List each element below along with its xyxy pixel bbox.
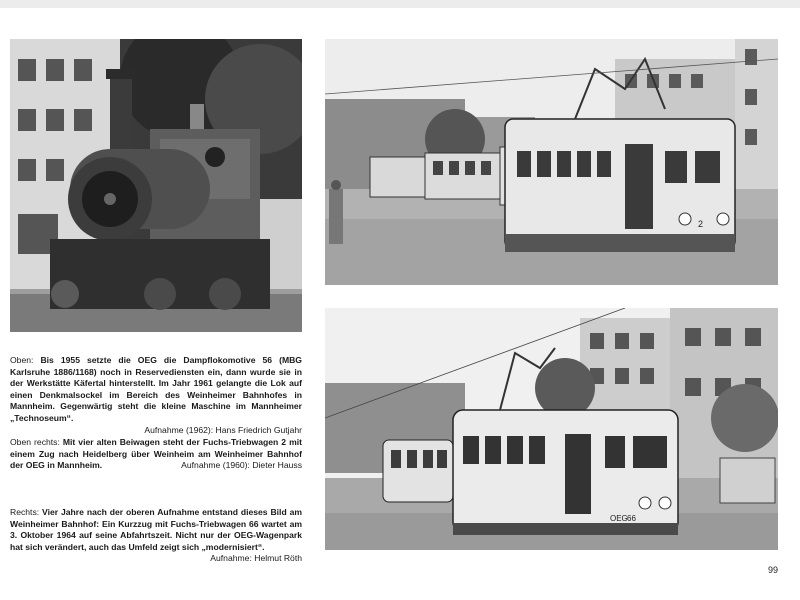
tram-66-illustration — [325, 308, 778, 550]
caption-body: Vier Jahre nach der oberen Aufnahme entstand dieses Bild am Weinheimer Bahnhof: Ein Kurzzug mit Fuchs-Triebwagen 66 wartet am 3. Oktober 1964 auf seine Abfahrtszeit. Nicht nur der OEG-Wagenpark hat sich verändert, auch das Umfeld zeigt sich „modernisiert“. — [10, 507, 302, 552]
photo-credit: Aufnahme (1960): Dieter Hauss — [181, 460, 302, 471]
tram-illustration — [325, 39, 778, 285]
tram-number-label: 2 — [698, 219, 704, 229]
tram-train-photo-1960 — [325, 39, 778, 285]
caption-lead: Rechts: — [10, 507, 40, 517]
caption-steam-locomotive — [10, 355, 302, 436]
caption-right-photo — [10, 507, 302, 565]
page-number: 99 — [767, 565, 778, 575]
caption-lead: Oben rechts: — [10, 437, 60, 447]
tram-66-photo-1964 — [325, 308, 778, 550]
photo-credit: Aufnahme (1962): Hans Friedrich Gutjahr — [144, 424, 302, 435]
caption-top-right-photo — [10, 437, 302, 472]
steam-locomotive-illustration — [10, 39, 302, 332]
caption-body: Bis 1955 setzte die OEG die Dampflokomotive 56 (MBG Karlsruhe 1886/1168) noch in Reservediensten ein, dann wurde sie in der Werkstätte Käfertal hinterstellt. Im Jahr 1961 gelangte die Lok auf einen Denkmalsockel im Bereich des Weinheimer Bahnhofes in Mannheim. Gegenwärtig steht die kleine Maschine im Mannheimer „Technoseum“. — [10, 355, 302, 423]
caption-body: Mit vier alten Beiwagen steht der Fuchs-Triebwagen 2 mit einem Zug nach Heidelberg über Weinheim am Weinheimer Bahnhof der OEG in Mannheim. — [10, 437, 302, 471]
tram-brand-label: OEG — [610, 514, 628, 523]
steam-locomotive-photo — [10, 39, 302, 332]
photo-credit: Aufnahme: Helmut Röth — [210, 553, 302, 564]
caption-lead: Oben: — [10, 355, 34, 365]
tram-number-label: 66 — [627, 514, 636, 523]
